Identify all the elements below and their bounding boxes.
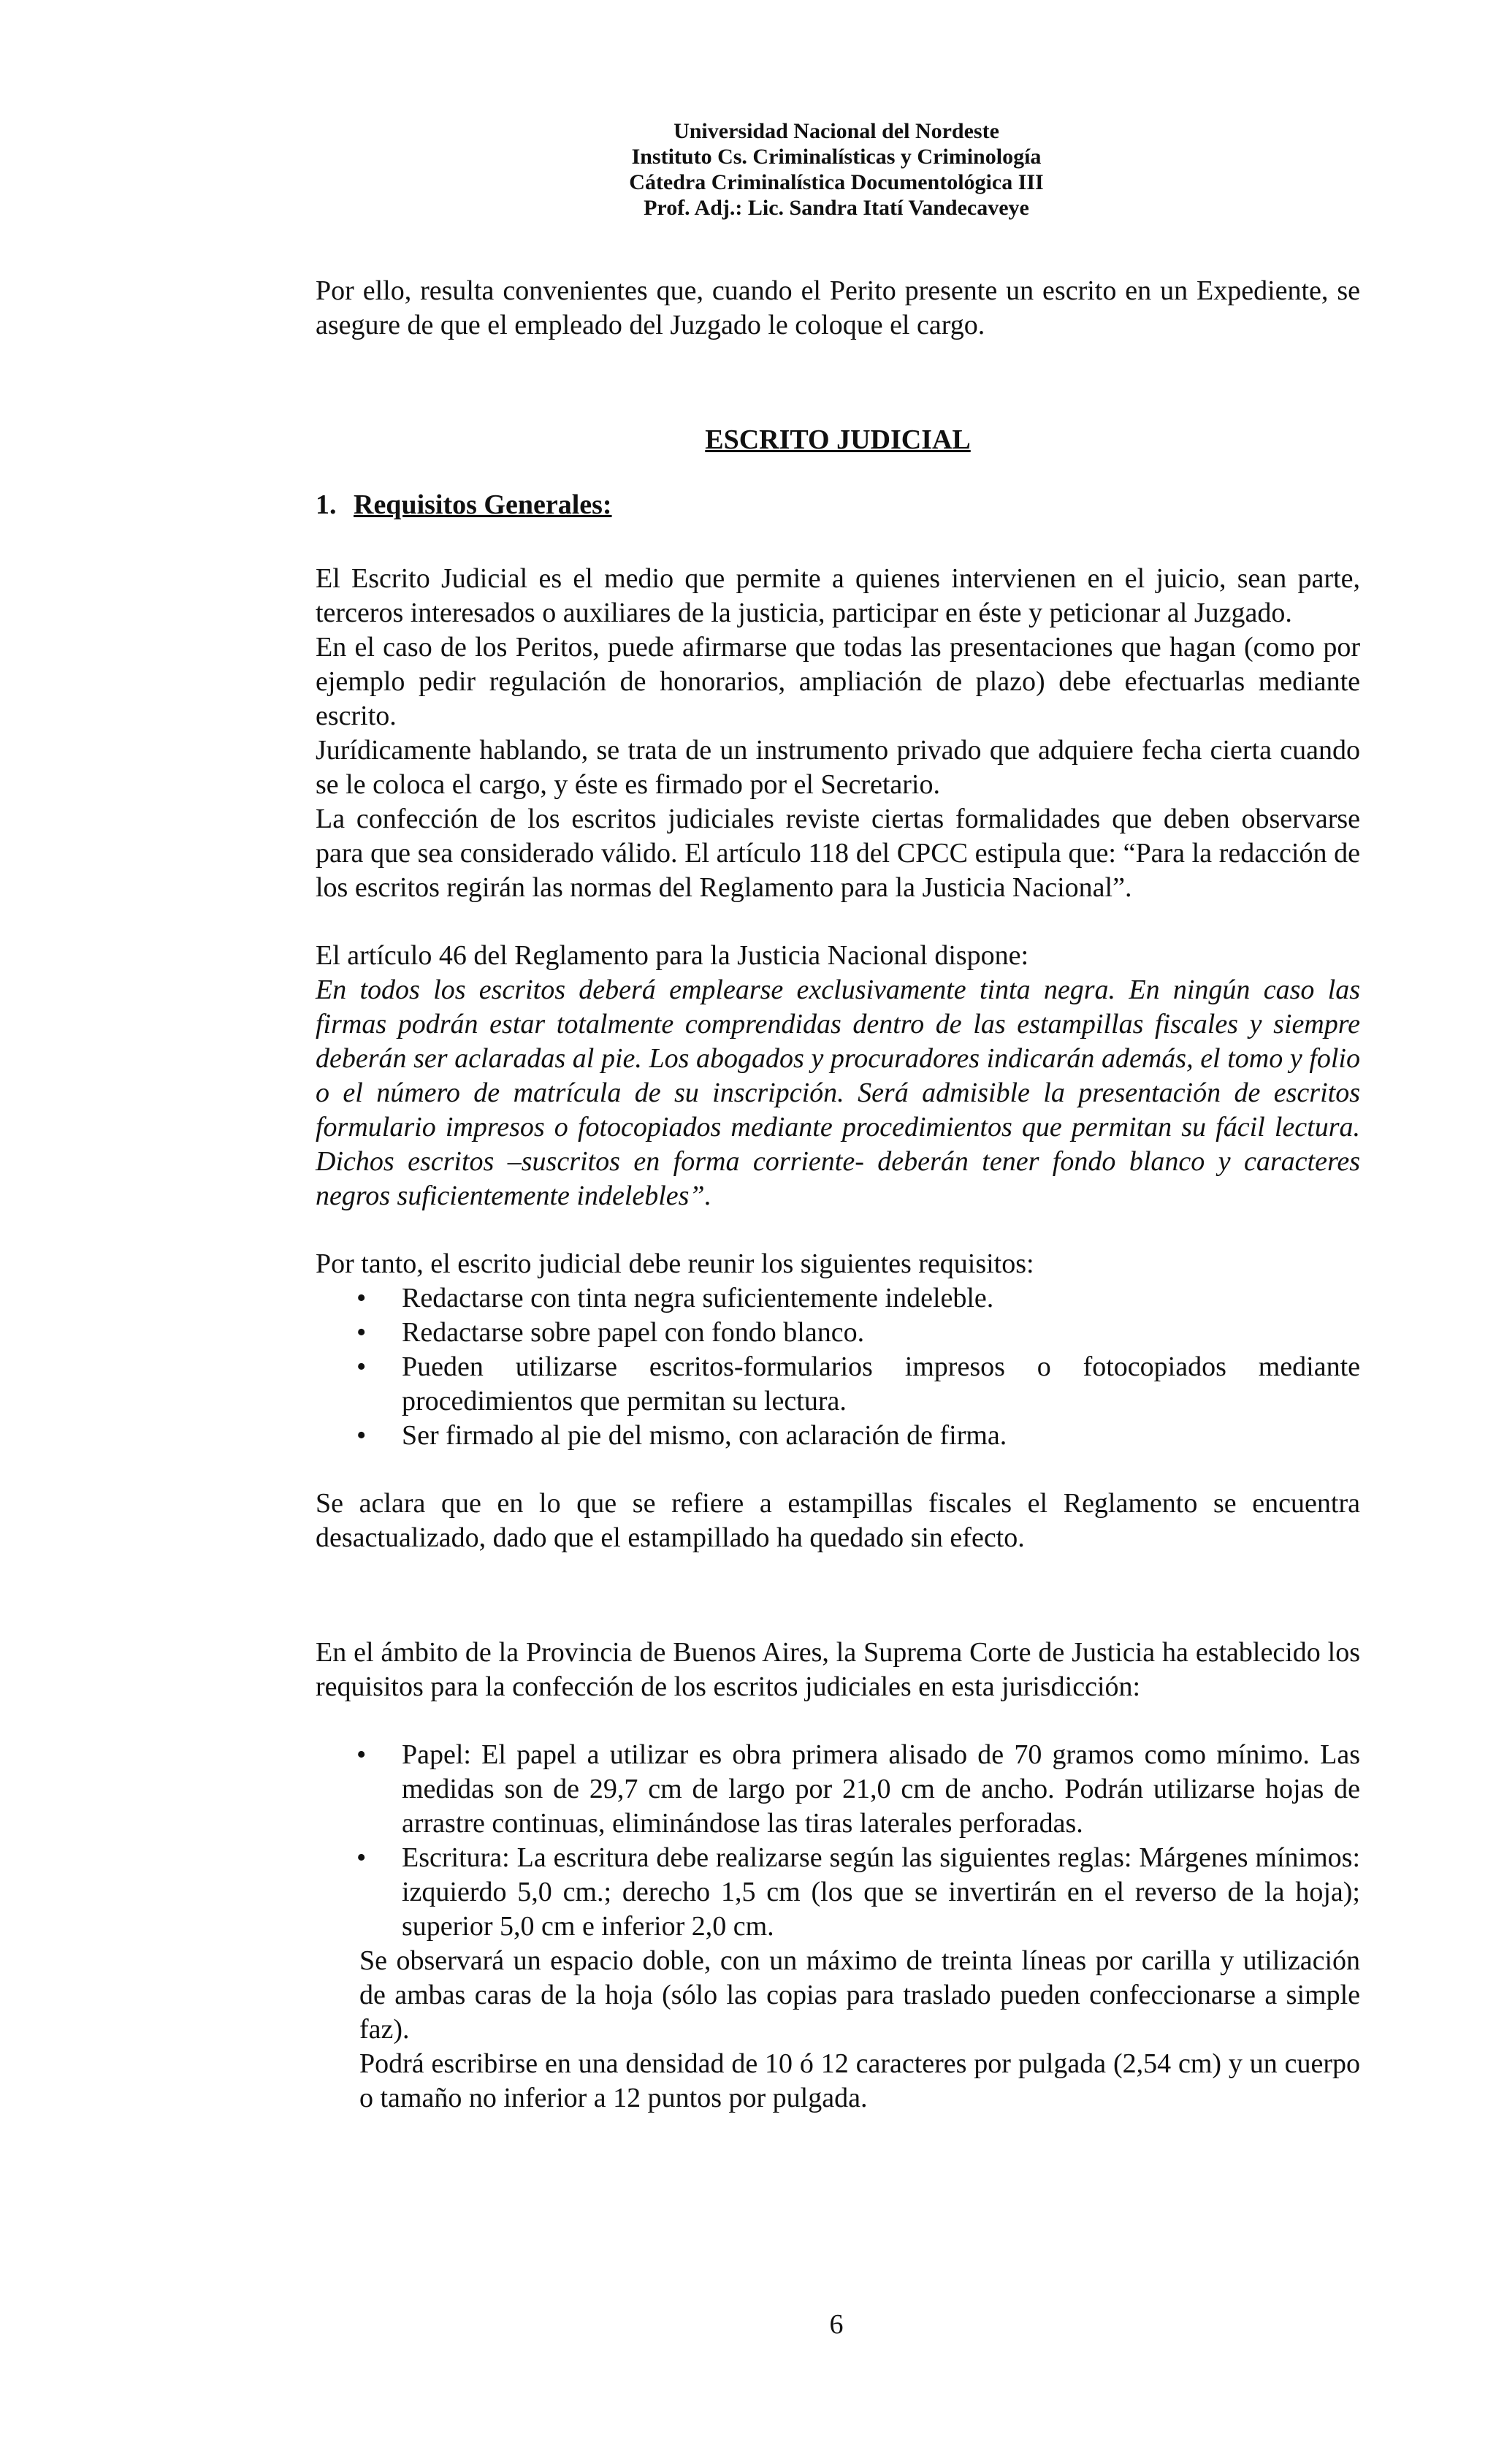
subheading-label: Requisitos Generales: [354, 489, 612, 520]
requirements-block [316, 1247, 1360, 1453]
institution-header [0, 118, 1496, 221]
bullet-icon: • [356, 1842, 367, 1873]
article-46-quote: En todos los escritos deberá emplearse exclusivamente tinta negra. En ningún caso las firmas podrán estar totalmente comprendidas dentro de las estampillas fiscales y siempre deberán ser aclaradas al pie. Los abogados y procuradores indicarán además, el tomo y folio o el número de matrícula de su inscripción. Será admisible la presentación de escritos formulario impresos o fotocopiados mediante procedimientos que permitan su fácil lectura. Dichos escritos –suscritos en forma corriente- deberán tener fondo blanco y caracteres negros suficientemente indelebles”. [316, 974, 1360, 1211]
header-line: Universidad Nacional del Nordeste [673, 119, 999, 143]
article-46-block [316, 939, 1360, 1213]
list-item [316, 1350, 1360, 1419]
requirements-intro: Por tanto, el escrito judicial debe reunir los siguientes requisitos: [316, 1248, 1034, 1279]
intro-paragraph: Por ello, resulta convenientes que, cuando el Perito presente un escrito en un Expediente, se asegure de que el empleado del Juzgado le coloque el cargo. [316, 275, 1360, 340]
header-line: Cátedra Criminalística Documentológica III [629, 170, 1044, 194]
buenos-aires-intro: En el ámbito de la Provincia de Buenos Aires, la Suprema Corte de Justicia ha establecido los requisitos para la confección de los escritos judiciales en esta jurisdicción: [316, 1637, 1360, 1702]
bullet-icon: • [356, 1739, 367, 1770]
list-item [316, 1738, 1360, 1841]
bullet-icon: • [356, 1317, 367, 1348]
requirements-list [316, 1281, 1360, 1453]
paragraph: Podrá escribirse en una densidad de 10 ó 12 caracteres por pulgada (2,54 cm) y un cuerpo o tamaño no inferior a 12 puntos por pulgada. [359, 2048, 1360, 2113]
list-item [316, 1419, 1360, 1453]
buenos-aires-list [316, 1738, 1360, 1944]
section-title: ESCRITO JUDICIAL [705, 424, 971, 455]
header-line: Prof. Adj.: Lic. Sandra Itatí Vandecaveye [644, 196, 1029, 220]
list-item-text: Redactarse con tinta negra suficientemente indeleble. [402, 1283, 994, 1313]
list-item-text: Escritura: La escritura debe realizarse según las siguientes reglas: Márgenes mínimos: izquierdo 5,0 cm.; derecho 1,5 cm (los que se invertirán en el reverso de la hoja); superior 5,0 cm e inferior 2,0 cm. [402, 1842, 1360, 1942]
list-item-text: Redactarse sobre papel con fondo blanco. [402, 1317, 865, 1348]
subheading-number: 1. [316, 489, 337, 520]
paragraph: En el caso de los Peritos, puede afirmarse que todas las presentaciones que hagan (como por ejemplo pedir regulación de honorarios, ampliación de plazo) debe efectuarlas mediante escrito. [316, 632, 1360, 731]
paragraph: Se observará un espacio doble, con un máximo de treinta líneas por carilla y utilización de ambas caras de la hoja (sólo las copias para traslado pueden confeccionarse a simple faz). [359, 1945, 1360, 2045]
list-item [316, 1841, 1360, 1944]
page-number: 6 [829, 2309, 844, 2340]
bullet-icon: • [356, 1283, 367, 1313]
list-item [316, 1281, 1360, 1316]
bullet-icon: • [356, 1420, 367, 1451]
list-item-text: Pueden utilizarse escritos-formularios impresos o fotocopiados mediante procedimientos que permitan su lectura. [402, 1351, 1360, 1416]
paragraph: El Escrito Judicial es el medio que permite a quienes intervienen en el juicio, sean parte, terceros interesados o auxiliares de la justicia, participar en éste y peticionar al Juzgado. [316, 563, 1360, 628]
buenos-aires-followups [316, 1944, 1360, 2116]
list-item-text: Papel: El papel a utilizar es obra primera alisado de 70 gramos como mínimo. Las medidas son de 29,7 cm de largo por 21,0 cm de ancho. Podrán utilizarse hojas de arrastre continuas, eliminándose las tiras laterales perforadas. [402, 1739, 1360, 1839]
buenos-aires-block [316, 1636, 1360, 2116]
paragraph: La confección de los escritos judiciales reviste ciertas formalidades que deben observarse para que sea considerado válido. El artículo 118 del CPCC estipula que: “Para la redacción de los escritos regirán las normas del Reglamento para la Justicia Nacional”. [316, 804, 1360, 903]
paragraph: Jurídicamente hablando, se trata de un instrumento privado que adquiere fecha cierta cuando se le coloca el cargo, y éste es firmado por el Secretario. [316, 735, 1360, 800]
general-requirements-text [316, 562, 1360, 905]
list-item-text: Ser firmado al pie del mismo, con aclaración de firma. [402, 1420, 1007, 1451]
document-body [316, 274, 1360, 2116]
bullet-icon: • [356, 1351, 367, 1382]
subheading [316, 488, 1360, 522]
article-46-intro: El artículo 46 del Reglamento para la Justicia Nacional dispone: [316, 940, 1029, 971]
clarification-paragraph: Se aclara que en lo que se refiere a estampillas fiscales el Reglamento se encuentra desactualizado, dado que el estampillado ha quedado sin efecto. [316, 1488, 1360, 1553]
list-item [316, 1316, 1360, 1350]
header-line: Instituto Cs. Criminalísticas y Criminología [631, 145, 1042, 169]
